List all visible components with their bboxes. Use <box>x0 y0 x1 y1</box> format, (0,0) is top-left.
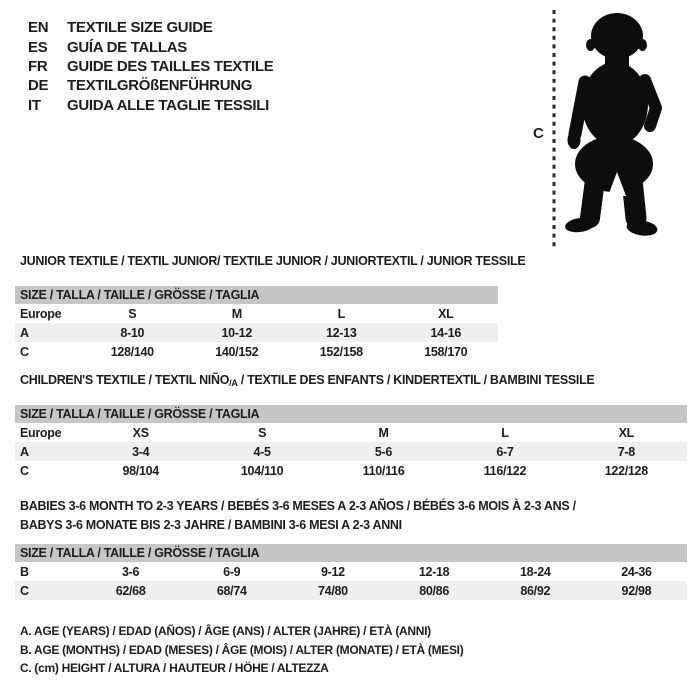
row-label: C <box>20 583 29 598</box>
height-cell: 110/116 <box>362 463 405 478</box>
height-cell: 86/92 <box>520 583 551 598</box>
height-cell: 116/122 <box>483 463 527 478</box>
toddler-silhouette-icon <box>563 12 663 240</box>
size-cell: XL <box>618 425 635 440</box>
title-line-2: BABYS 3-6 MONATE BIS 2-3 JAHRE / BAMBINI 3-6 MESI A 2-3 ANNI <box>20 518 402 532</box>
babies-size-table <box>15 544 687 600</box>
section-title-childrens <box>15 373 687 391</box>
section-title-babies <box>15 497 687 535</box>
language-row-fr <box>28 57 273 76</box>
language-code: EN <box>28 19 49 37</box>
title-line-1: BABIES 3-6 MONTH TO 2-3 YEARS / BEBÉS 3-6 MESES A 2-3 AÑOS / BÉBÉS 3-6 MOIS À 2-3 ANS / <box>20 499 576 513</box>
age-cell: 18-24 <box>520 564 551 579</box>
age-cell: 4-5 <box>253 444 271 459</box>
title-subscript: /A <box>229 378 238 388</box>
age-cell: 12-13 <box>326 325 357 340</box>
language-title: GUÍA DE TALLAS <box>67 38 187 56</box>
language-code: FR <box>28 57 48 75</box>
title-part: / TEXTILE DES ENFANTS / KINDERTEXTIL / BAMBINI TESSILE <box>237 373 595 387</box>
age-cell: 12-18 <box>418 564 450 579</box>
language-code: ES <box>28 38 48 56</box>
language-title: GUIDA ALLE TAGLIE TESSILI <box>67 96 269 114</box>
legend-note-c: C. (cm) HEIGHT / ALTURA / HAUTEUR / HÖHE / ALTEZZA <box>20 661 329 675</box>
language-code: DE <box>28 77 49 95</box>
language-title: TEXTILGRÖßENFÜHRUNG <box>67 77 253 95</box>
age-cell: 5-6 <box>374 444 393 459</box>
table-row-height-cm <box>15 461 687 480</box>
language-title: TEXTILE SIZE GUIDE <box>67 19 213 37</box>
height-cell: 62/68 <box>115 583 146 598</box>
table-row-age-months <box>15 562 687 581</box>
section-childrens-textile <box>15 373 687 480</box>
age-cell: 6-9 <box>223 564 241 579</box>
row-label: A <box>20 444 29 459</box>
table-row-height-cm <box>15 581 687 600</box>
height-cell: 98/104 <box>122 463 159 478</box>
legend-note-b: B. AGE (MONTHS) / EDAD (MESES) / ÂGE (MOIS) / ALTER (MONATE) / ETÀ (MESI) <box>20 642 464 657</box>
row-label: C <box>20 463 29 478</box>
height-cell: 128/140 <box>110 344 154 359</box>
row-label: Europe <box>20 306 62 321</box>
childrens-size-table <box>15 405 687 480</box>
title-part: CHILDREN'S TEXTILE / TEXTIL NIÑO <box>20 373 230 387</box>
row-label: A <box>20 325 29 340</box>
size-table-header: SIZE / TALLA / TAILLE / GRÖSSE / TAGLIA <box>15 286 498 304</box>
table-row-europe <box>15 423 687 442</box>
height-cell: 140/152 <box>215 344 259 359</box>
size-table-header: SIZE / TALLA / TAILLE / GRÖSSE / TAGLIA <box>15 544 687 562</box>
size-cell: XS <box>132 425 149 440</box>
table-row-height-cm <box>15 342 498 361</box>
age-cell: 3-4 <box>132 444 150 459</box>
size-cell: L <box>501 425 509 440</box>
height-cell: 122/128 <box>604 463 648 478</box>
language-list <box>28 18 273 115</box>
junior-size-table <box>15 286 498 361</box>
language-row-it <box>28 96 273 115</box>
row-label: B <box>20 564 29 579</box>
height-cell: 152/158 <box>319 344 363 359</box>
size-cell: M <box>231 306 242 321</box>
age-cell: 24-36 <box>621 564 652 579</box>
size-cell: S <box>128 306 137 321</box>
row-label: Europe <box>20 425 62 440</box>
height-cell: 74/80 <box>318 583 348 598</box>
section-junior-textile <box>15 254 526 361</box>
height-measure-label: C <box>533 125 544 142</box>
section-title-junior: JUNIOR TEXTILE / TEXTIL JUNIOR/ TEXTILE JUNIOR / JUNIORTEXTIL / JUNIOR TESSILE <box>20 254 526 268</box>
height-dashed-line <box>551 10 557 248</box>
language-code: IT <box>28 96 41 114</box>
age-cell: 14-16 <box>430 325 461 340</box>
age-cell: 3-6 <box>122 564 140 579</box>
age-cell: 7-8 <box>617 444 635 459</box>
age-cell: 6-7 <box>496 444 514 459</box>
age-cell: 8-10 <box>120 325 145 340</box>
size-cell: L <box>337 306 345 321</box>
language-row-en <box>28 18 273 37</box>
size-table-header: SIZE / TALLA / TAILLE / GRÖSSE / TAGLIA <box>15 405 687 423</box>
height-cell: 68/74 <box>216 583 247 598</box>
section-babies-textile <box>15 497 687 600</box>
age-cell: 10-12 <box>221 325 252 340</box>
height-cell: 80/86 <box>419 583 449 598</box>
table-row-age-years <box>15 323 498 342</box>
height-cell: 158/170 <box>424 344 468 359</box>
height-cell: 104/110 <box>240 463 284 478</box>
language-title: GUIDE DES TAILLES TEXTILE <box>67 57 274 75</box>
size-cell: M <box>378 425 389 440</box>
table-row-age-years <box>15 442 687 461</box>
size-cell: S <box>258 425 267 440</box>
age-cell: 9-12 <box>321 564 345 579</box>
row-label: C <box>20 344 29 359</box>
language-row-de <box>28 76 273 95</box>
size-cell: XL <box>438 306 454 321</box>
language-row-es <box>28 37 273 56</box>
table-row-europe <box>15 304 498 323</box>
legend-notes <box>20 622 463 678</box>
height-cell: 92/98 <box>621 583 652 598</box>
legend-note-a: A. AGE (YEARS) / EDAD (AÑOS) / ÂGE (ANS) / ALTER (JAHRE) / ETÀ (ANNI) <box>20 624 431 638</box>
